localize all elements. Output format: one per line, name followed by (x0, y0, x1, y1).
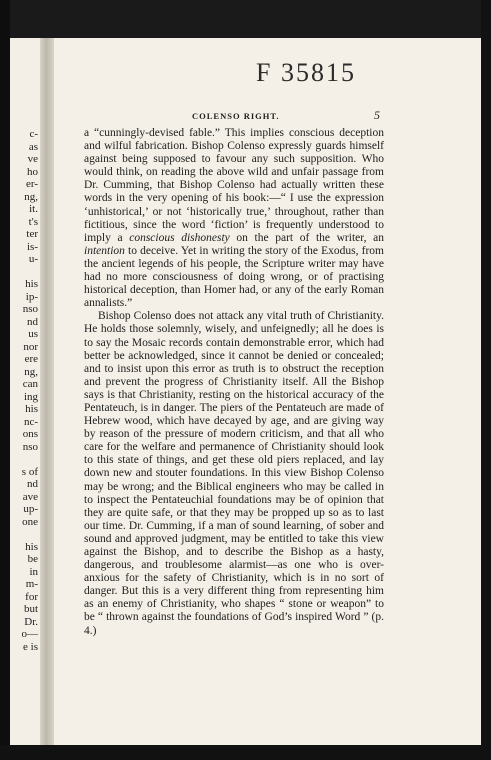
margin-fragment: but (23, 603, 38, 615)
margin-fragment: be (27, 553, 38, 565)
margin-fragment: ons (22, 428, 38, 440)
margin-fragment: ng, (24, 365, 38, 378)
text-run: a “cunningly-devised fable.” This implies conscious deception and wilful fabrication. Bishop Colenso expressly guards himself against being supposed to favour any such supposition. Who would think, on reading the above wild and unfair passage from Dr. Cumming, that Bishop Colenso had actually written these words in the very opening of his book:—“ I use the expression ‘unhistorical,’ or not ‘historically true,’ throughout, rather than fictitious, since the word ‘fiction’ is frequently understood to imply a (84, 127, 384, 244)
margin-fragment: e is (23, 640, 38, 653)
page-body-text (84, 127, 384, 638)
margin-fragment: s of (21, 465, 38, 478)
margin-fragment: it. (29, 203, 38, 215)
margin-fragment: ave (22, 490, 38, 503)
margin-fragment: can (22, 378, 38, 390)
margin-fragment: ter (26, 228, 38, 240)
scan-right-border (481, 0, 491, 760)
margin-fragment: er- (26, 178, 38, 190)
margin-fragment: as (28, 140, 38, 153)
paragraph (84, 310, 384, 637)
margin-fragment: nc- (23, 415, 38, 428)
text-run: on the part of the writer, an (229, 231, 384, 244)
margin-fragment: nso (22, 303, 38, 315)
italic-text: intention (84, 244, 125, 257)
margin-fragment: one (22, 515, 38, 528)
margin-fragment: ve (27, 153, 38, 165)
italic-text: conscious dishonesty (129, 231, 230, 244)
margin-fragment: in (29, 565, 38, 578)
library-stamp: F 35815 (256, 58, 356, 87)
margin-fragment: his (25, 403, 38, 415)
margin-fragment: ip- (25, 290, 38, 303)
margin-fragment: u- (28, 253, 38, 265)
running-head: COLENSO RIGHT. (192, 111, 280, 121)
margin-fragment: up- (23, 503, 38, 515)
book-gutter (40, 38, 54, 745)
margin-fragment: nd (27, 315, 38, 328)
margin-fragment: is- (27, 240, 38, 253)
margin-fragment: ing (23, 390, 38, 403)
margin-fragment: t's (28, 215, 38, 228)
margin-fragment: his (25, 278, 38, 290)
margin-fragment: nd (27, 478, 38, 490)
paragraph (84, 127, 384, 310)
text-run: Bishop Colenso does not attack any vital truth of Christianity. He holds those solemnly, wisely, and unfeignedly; all he does is to say the Mosaic records contain demonstrable error, which had better be acknowledged, since it cannot be denied or concealed; and to insist upon this error as truth is to obstruct the reception and prevent the progress of Christianity itself. All the Bishop says is that Christianity, resting on the historical accuracy of the Pentateuch, is in danger. The piers of the Pentateuch are made of Hebrew wood, which have decayed by age, and are giving way by reason of the pressure of modern criticism, and that all who care for the welfare and permanence of Christianity should look to this state of things, and get these old piers replaced, and lay down new and stouter foundations. In this view Bishop Colenso may be wrong; and the Biblical engineers who may be called in to inspect the Pentateuchial foundations may be of opinion that they are quite safe, or that they may be propped up so as to last our time. Dr. Cumming, if a man of sound learning, of sober and sound and approved judgment, may be entitled to take this view against the Bishop, and to describe the Bishop as a hasty, dangerous, and troublesome alarmist—as one who is over-anxious for the safety of Christianity, which is in no sort of danger. But this is a very different thing from representing him as an enemy of Christianity, who shapes “ stone or weapon” to be “ thrown against the foundations of God’s inspired Word ” (p. 4.) (84, 310, 384, 637)
margin-fragment: nso (22, 440, 38, 453)
margin-fragment: ng, (24, 190, 38, 203)
margin-fragment: ho (27, 165, 38, 178)
scan-left-border (0, 0, 10, 760)
margin-fragment: nor (23, 340, 38, 353)
previous-page-fragment (10, 38, 40, 745)
margin-fragment: m- (25, 578, 38, 590)
margin-fragment: us (28, 328, 38, 340)
margin-fragment: for (25, 590, 38, 603)
page-number: 5 (374, 108, 380, 122)
margin-fragment: o— (21, 628, 38, 640)
scan-bottom-border (0, 745, 491, 760)
margin-fragment: Dr. (24, 615, 38, 628)
text-run: to deceive. Yet in writing the story of the Exodus, from the ancient legends of his people, the Scripture writer may have had no more consciousness of doing wrong, or of practising historical deception, than Homer had, or any of the early Roman annalists.” (84, 244, 384, 310)
margin-fragment: his (25, 540, 38, 553)
margin-fragment: c- (29, 128, 38, 140)
margin-fragment: ere (24, 353, 38, 365)
